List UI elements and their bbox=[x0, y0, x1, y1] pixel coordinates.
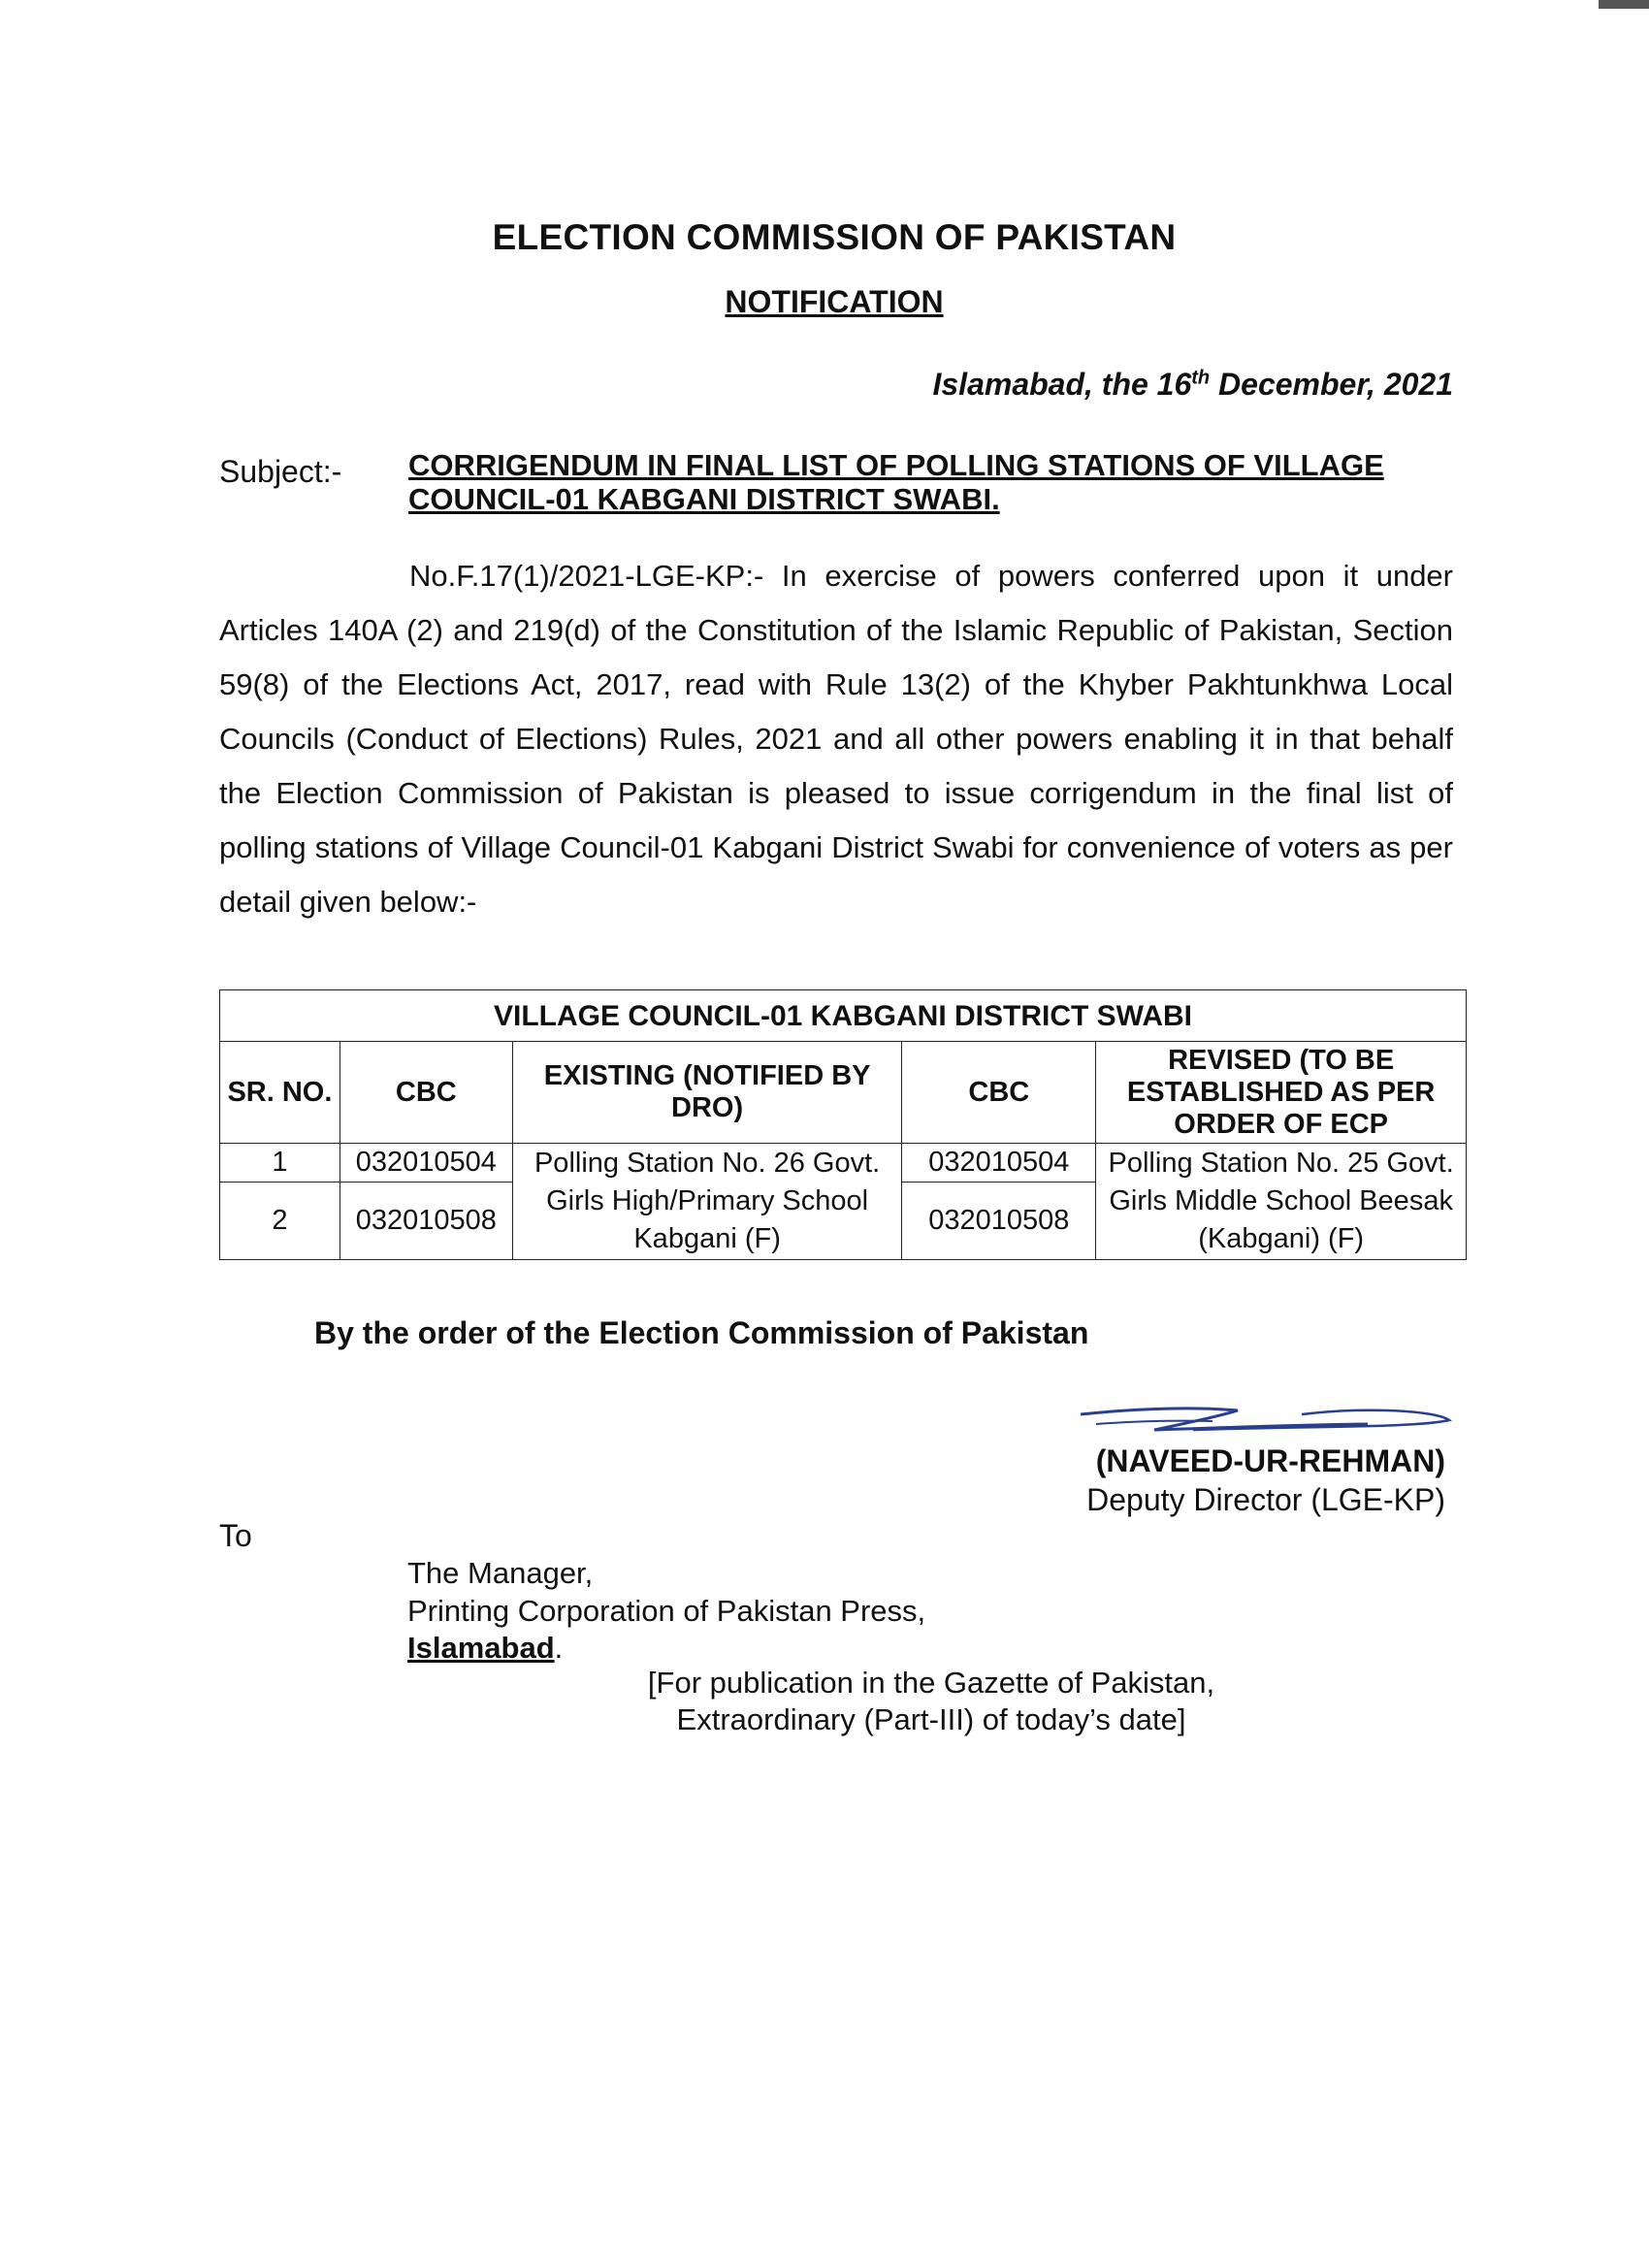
header-cbc-revised: CBC bbox=[902, 1042, 1096, 1144]
table-caption-row bbox=[220, 990, 1467, 1042]
order-line: By the order of the Election Commission of Pakistan bbox=[314, 1315, 1089, 1350]
recipient-line-1: The Manager, bbox=[407, 1556, 594, 1590]
subject-text bbox=[408, 448, 1454, 516]
cell-sr: 2 bbox=[220, 1183, 340, 1260]
table-row bbox=[220, 1144, 1467, 1183]
issue-date bbox=[932, 367, 1453, 403]
cell-existing-station: Polling Station No. 26 Govt. Girls High/Primary School Kabgani (F) bbox=[512, 1144, 902, 1260]
notification-label: NOTIFICATION bbox=[725, 284, 944, 319]
date-ordinal: th bbox=[1191, 367, 1211, 389]
cell-cbc-revised: 032010508 bbox=[902, 1183, 1096, 1260]
polling-station-table bbox=[219, 989, 1467, 1260]
recipient-line-2: Printing Corporation of Pakistan Press, bbox=[407, 1594, 926, 1628]
scan-edge-mark bbox=[1599, 0, 1649, 9]
notification-heading bbox=[0, 284, 1649, 320]
header-cbc-existing: CBC bbox=[340, 1042, 512, 1144]
publication-line-1: [For publication in the Gazette of Pakistan, bbox=[647, 1666, 1215, 1700]
recipient-city: Islamabad bbox=[407, 1631, 555, 1665]
subject-label: Subject:- bbox=[219, 454, 342, 489]
cell-cbc-existing: 032010504 bbox=[340, 1144, 512, 1183]
header-existing: EXISTING (NOTIFIED BY DRO) bbox=[512, 1042, 902, 1144]
cell-sr: 1 bbox=[220, 1144, 340, 1183]
date-prefix: Islamabad, the 16 bbox=[932, 367, 1192, 402]
publication-line-2: Extraordinary (Part-III) of today’s date] bbox=[676, 1702, 1186, 1736]
recipient-city-punct: . bbox=[554, 1631, 564, 1665]
cell-cbc-existing: 032010508 bbox=[340, 1183, 512, 1260]
table-header-row bbox=[220, 1042, 1467, 1144]
header-sr-no: SR. NO. bbox=[220, 1042, 340, 1144]
subject-heading: CORRIGENDUM IN FINAL LIST OF POLLING STATIONS OF VILLAGE COUNCIL-01 KABGANI DISTRICT SWABI. bbox=[408, 448, 1384, 516]
document-title: ELECTION COMMISSION OF PAKISTAN bbox=[492, 217, 1177, 257]
cell-revised-station: Polling Station No. 25 Govt. Girls Middle School Beesak (Kabgani) (F) bbox=[1096, 1144, 1467, 1260]
to-label: To bbox=[219, 1518, 252, 1553]
table-caption: VILLAGE COUNCIL-01 KABGANI DISTRICT SWABI bbox=[220, 990, 1467, 1042]
publication-note bbox=[630, 1665, 1232, 1738]
signer-name: (NAVEED-UR-REHMAN) bbox=[1095, 1443, 1445, 1478]
body-paragraph: No.F.17(1)/2021-LGE-KP:- In exercise of powers conferred upon it under Articles 140A (2) and 219(d) of the Constitution of the Islamic Republic of Pakistan, Section 59(8) of the Elections Act, 2017, read with Rule 13(2) of the Khyber Pakhtunkhwa Local Councils (Conduct of Elections) Rules, 2021 and all other powers enabling it in that behalf the Election Commission of Pakistan is pleased to issue corrigendum in the final list of polling stations of Village Council-01 Kabgani District Swabi for convenience of voters as per detail given below:- bbox=[219, 559, 1453, 919]
recipient-line-3 bbox=[407, 1631, 563, 1666]
header-revised: REVISED (TO BE ESTABLISHED AS PER ORDER OF ECP bbox=[1096, 1042, 1467, 1144]
signer-designation: Deputy Director (LGE-KP) bbox=[1086, 1482, 1445, 1517]
cell-cbc-revised: 032010504 bbox=[902, 1144, 1096, 1183]
date-suffix: December, 2021 bbox=[1210, 367, 1453, 402]
